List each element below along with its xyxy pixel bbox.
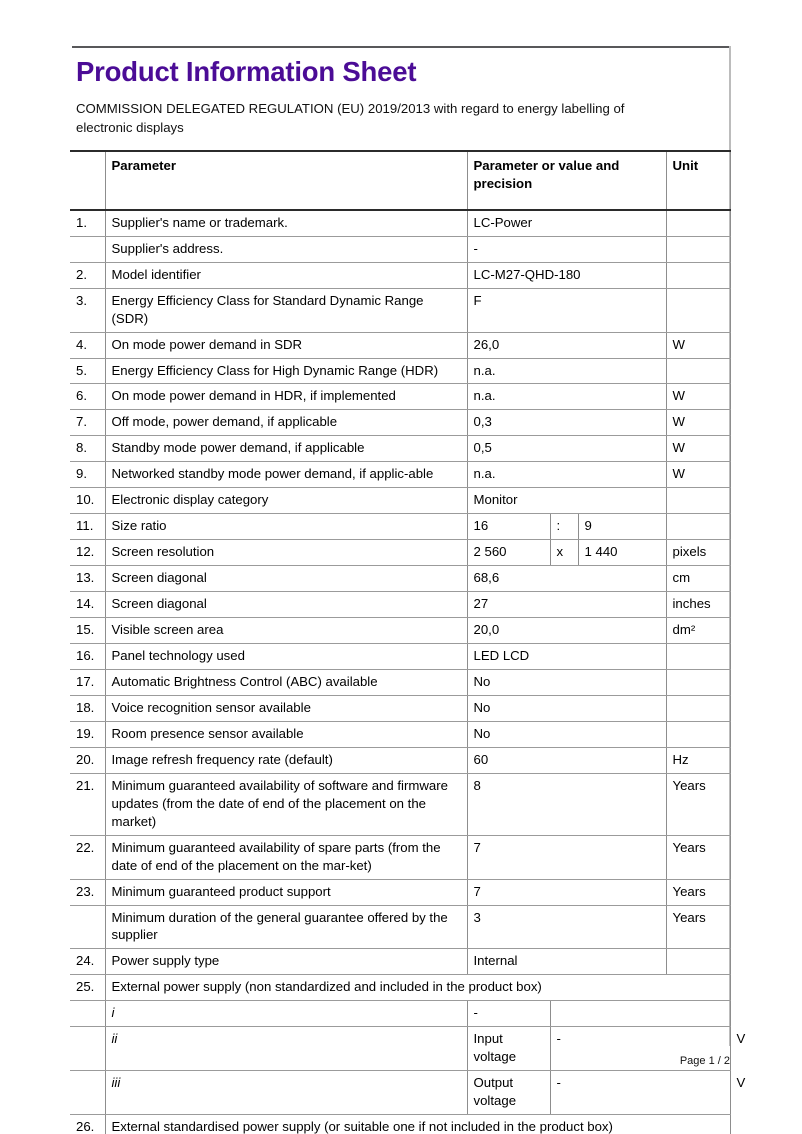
- row-value: 20,0: [467, 618, 666, 644]
- row-parameter: Room presence sensor available: [105, 721, 467, 747]
- row-value: Monitor: [467, 488, 666, 514]
- table-row: [70, 236, 730, 262]
- table-row: [70, 262, 730, 288]
- table-row: [70, 210, 730, 236]
- row-number: 8.: [70, 436, 105, 462]
- row-parameter: Input voltage: [467, 1027, 550, 1071]
- row-parameter: Networked standby mode power demand, if applic-able: [105, 462, 467, 488]
- row-value: No: [467, 695, 666, 721]
- table-row: [70, 288, 730, 332]
- row-unit: inches: [666, 592, 730, 618]
- row-unit: cm: [666, 566, 730, 592]
- table-row: [70, 332, 730, 358]
- table-row: [70, 721, 730, 747]
- row-number: 7.: [70, 410, 105, 436]
- row-number: 11.: [70, 514, 105, 540]
- table-row: [70, 949, 730, 975]
- row-value: LC-M27-QHD-180: [467, 262, 666, 288]
- table-row: [70, 879, 730, 905]
- table-row: [70, 384, 730, 410]
- table-row: [70, 905, 730, 949]
- row-parameter: Screen resolution: [105, 540, 467, 566]
- row-unit: Years: [666, 905, 730, 949]
- row-unit: W: [666, 436, 730, 462]
- row-unit: dm²: [666, 618, 730, 644]
- row-parameter: Panel technology used: [105, 644, 467, 670]
- row-unit: Years: [666, 835, 730, 879]
- row-value: n.a.: [467, 358, 666, 384]
- row-value: 26,0: [467, 332, 666, 358]
- row-parameter: Off mode, power demand, if applicable: [105, 410, 467, 436]
- row-parameter: Visible screen area: [105, 618, 467, 644]
- row-parameter: Output voltage: [467, 1071, 550, 1115]
- page-title: Product Information Sheet: [76, 56, 417, 87]
- table-row: iii Output voltage - V: [70, 1071, 730, 1115]
- row-number: 24.: [70, 949, 105, 975]
- row-value-part-b: 9: [578, 514, 666, 540]
- row-roman-numeral: ii: [105, 1027, 467, 1071]
- row-parameter: Minimum guaranteed availability of software and firmware updates (from the date of end of the placement on the market): [105, 773, 467, 835]
- row-value-operator: x: [550, 540, 578, 566]
- row-value: 0,3: [467, 410, 666, 436]
- row-unit: [666, 949, 730, 975]
- row-number: 26.: [70, 1115, 105, 1134]
- row-parameter: Size ratio: [105, 514, 467, 540]
- row-parameter-span: External standardised power supply (or suitable one if not included in the product box): [105, 1115, 730, 1134]
- table-row: [70, 462, 730, 488]
- row-unit: W: [666, 410, 730, 436]
- row-value: 68,6: [467, 566, 666, 592]
- table-row: [70, 835, 730, 879]
- row-number: 1.: [70, 210, 105, 236]
- row-parameter: Energy Efficiency Class for High Dynamic Range (HDR): [105, 358, 467, 384]
- row-number: 10.: [70, 488, 105, 514]
- row-value: F: [467, 288, 666, 332]
- page-footer: Page 1 / 2: [679, 1055, 730, 1067]
- table-row: [70, 747, 730, 773]
- row-value-part-a: 2 560: [467, 540, 550, 566]
- row-number: 14.: [70, 592, 105, 618]
- row-value-part-b: 1 440: [578, 540, 666, 566]
- row-unit: [666, 210, 730, 236]
- table-row: [70, 514, 730, 540]
- row-roman-numeral: i: [105, 1001, 467, 1027]
- row-parameter: -: [467, 1001, 550, 1027]
- row-number: 9.: [70, 462, 105, 488]
- row-value-operator: :: [550, 514, 578, 540]
- row-unit: W: [666, 384, 730, 410]
- table-row: [70, 488, 730, 514]
- row-value: No: [467, 721, 666, 747]
- row-parameter: Standby mode power demand, if applicable: [105, 436, 467, 462]
- column-header-value: Parameter or value and precision: [467, 151, 666, 210]
- table-row: [70, 669, 730, 695]
- row-unit: [666, 262, 730, 288]
- row-parameter: On mode power demand in HDR, if implemented: [105, 384, 467, 410]
- row-value: Internal: [467, 949, 666, 975]
- row-number: 4.: [70, 332, 105, 358]
- row-number: 22.: [70, 835, 105, 879]
- row-number: 5.: [70, 358, 105, 384]
- row-unit: W: [666, 462, 730, 488]
- row-number: [70, 905, 105, 949]
- row-number: 2.: [70, 262, 105, 288]
- table-row: [70, 773, 730, 835]
- row-unit: [666, 488, 730, 514]
- row-value: [550, 1001, 730, 1027]
- row-parameter: Screen diagonal: [105, 592, 467, 618]
- table-row: ii Input voltage - V: [70, 1027, 730, 1071]
- row-number: 15.: [70, 618, 105, 644]
- row-number: 6.: [70, 384, 105, 410]
- row-parameter: Automatic Brightness Control (ABC) available: [105, 669, 467, 695]
- row-unit: [666, 288, 730, 332]
- row-parameter: Screen diagonal: [105, 566, 467, 592]
- row-value: 8: [467, 773, 666, 835]
- row-value: 27: [467, 592, 666, 618]
- row-unit: Years: [666, 773, 730, 835]
- table-row: [70, 644, 730, 670]
- row-unit: Hz: [666, 747, 730, 773]
- column-header-parameter: Parameter: [105, 151, 467, 210]
- row-value: -: [467, 236, 666, 262]
- row-value: No: [467, 669, 666, 695]
- table-row: [70, 975, 730, 1001]
- row-number: 17.: [70, 669, 105, 695]
- row-unit: [666, 695, 730, 721]
- table-row: [70, 1115, 730, 1134]
- table-body: [70, 151, 746, 1134]
- row-parameter: Power supply type: [105, 949, 467, 975]
- document-content: [70, 50, 746, 1134]
- row-number: 12.: [70, 540, 105, 566]
- row-unit: W: [666, 332, 730, 358]
- row-number: [70, 236, 105, 262]
- table-row: [70, 436, 730, 462]
- row-number: 21.: [70, 773, 105, 835]
- row-parameter-span: External power supply (non standardized and included in the product box): [105, 975, 730, 1001]
- row-value: 7: [467, 879, 666, 905]
- table-row: [70, 410, 730, 436]
- row-roman-numeral: iii: [105, 1071, 467, 1115]
- row-number: 3.: [70, 288, 105, 332]
- row-value: 7: [467, 835, 666, 879]
- row-unit: Years: [666, 879, 730, 905]
- row-parameter: Supplier's name or trademark.: [105, 210, 467, 236]
- row-parameter: Voice recognition sensor available: [105, 695, 467, 721]
- column-header-unit: Unit: [666, 151, 730, 210]
- row-unit: [666, 514, 730, 540]
- row-parameter: Minimum duration of the general guarantee offered by the supplier: [105, 905, 467, 949]
- table-row: [70, 566, 730, 592]
- row-number: [70, 1001, 105, 1027]
- row-number: 13.: [70, 566, 105, 592]
- column-header-number: [70, 151, 105, 210]
- row-number: 16.: [70, 644, 105, 670]
- row-value: n.a.: [467, 462, 666, 488]
- row-unit: [666, 358, 730, 384]
- table-row: [70, 618, 730, 644]
- row-value: n.a.: [467, 384, 666, 410]
- row-parameter: Image refresh frequency rate (default): [105, 747, 467, 773]
- row-parameter: Model identifier: [105, 262, 467, 288]
- table-row: [70, 695, 730, 721]
- row-number: 25.: [70, 975, 105, 1001]
- table-row: [70, 592, 730, 618]
- row-parameter: Electronic display category: [105, 488, 467, 514]
- row-number: 18.: [70, 695, 105, 721]
- table-row: [70, 1001, 730, 1027]
- row-value: -: [550, 1027, 730, 1071]
- row-value: 60: [467, 747, 666, 773]
- row-value-part-a: 16: [467, 514, 550, 540]
- row-value: 3: [467, 905, 666, 949]
- row-unit: [666, 236, 730, 262]
- row-parameter: Minimum guaranteed product support: [105, 879, 467, 905]
- table-row: [70, 540, 730, 566]
- row-number: 19.: [70, 721, 105, 747]
- product-information-table: [70, 150, 746, 1134]
- row-parameter: Energy Efficiency Class for Standard Dynamic Range (SDR): [105, 288, 467, 332]
- row-unit: [666, 721, 730, 747]
- row-unit: [666, 669, 730, 695]
- table-header-row: [70, 151, 730, 210]
- page-top-rule: [72, 46, 731, 48]
- row-value: LC-Power: [467, 210, 666, 236]
- row-value: -: [550, 1071, 730, 1115]
- regulation-subtitle: COMMISSION DELEGATED REGULATION (EU) 2019/2013 with regard to energy labelling of electronic displays: [76, 100, 625, 135]
- row-parameter: Minimum guaranteed availability of spare parts (from the date of end of the placement on the mar-ket): [105, 835, 467, 879]
- row-number: 20.: [70, 747, 105, 773]
- row-unit: [666, 644, 730, 670]
- row-unit: pixels: [666, 540, 730, 566]
- row-number: [70, 1071, 105, 1115]
- row-value: LED LCD: [467, 644, 666, 670]
- row-parameter: On mode power demand in SDR: [105, 332, 467, 358]
- row-value: 0,5: [467, 436, 666, 462]
- row-parameter: Supplier's address.: [105, 236, 467, 262]
- row-number: 23.: [70, 879, 105, 905]
- table-row: [70, 358, 730, 384]
